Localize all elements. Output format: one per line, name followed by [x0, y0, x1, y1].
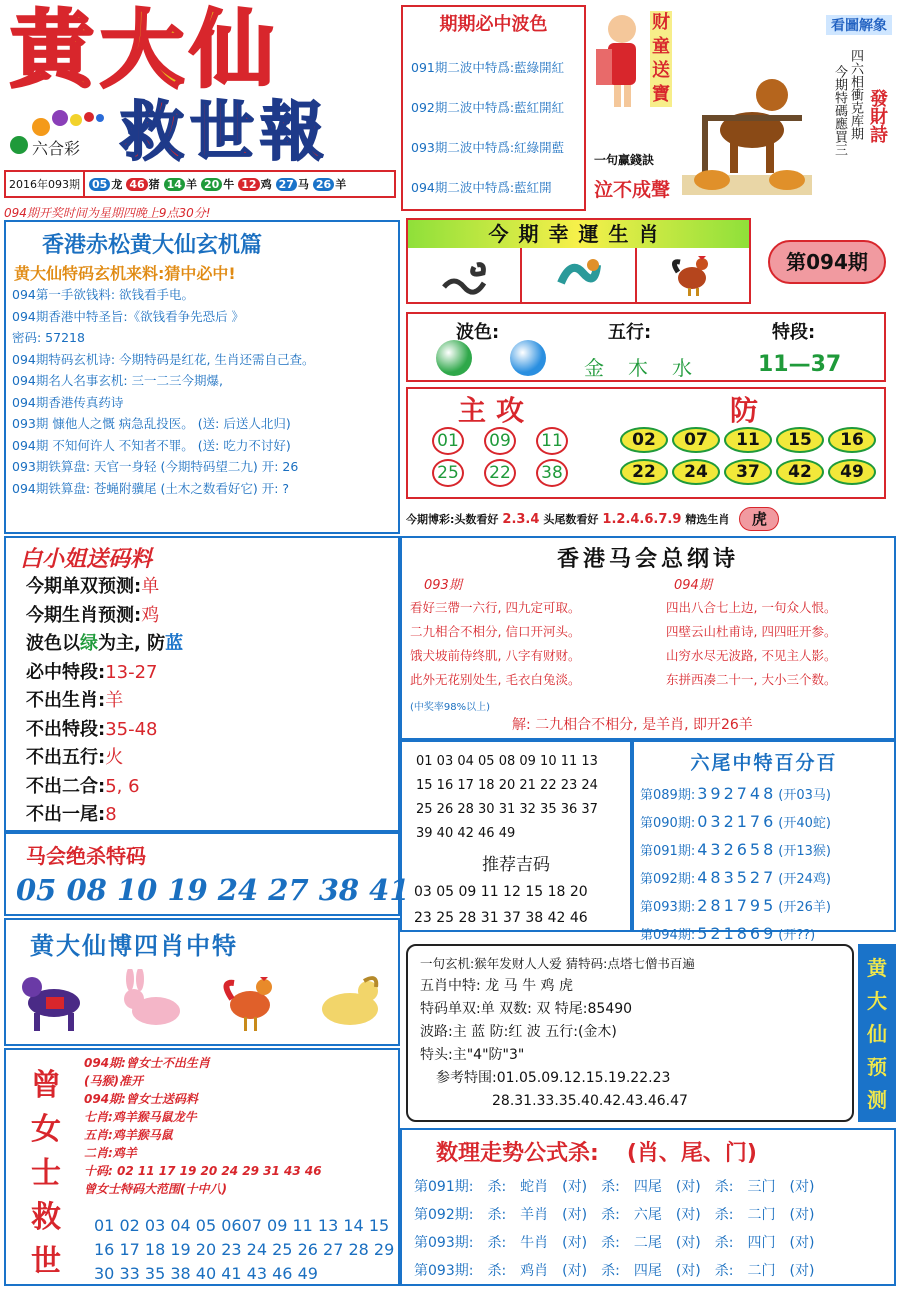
- mystic-title: 香港赤松黄大仙玄机篇: [42, 233, 263, 258]
- result-item: [126, 176, 159, 192]
- formula-cell: 四尾: [633, 1179, 662, 1195]
- poem-solution: 解: 二九相合不相分, 是羊肖, 即开26羊: [512, 717, 753, 733]
- six-title: 六尾中特百分百: [690, 752, 838, 774]
- main-number: 01: [432, 427, 464, 455]
- formula-cell: 第093期:: [414, 1263, 474, 1279]
- wave-lines: [403, 58, 584, 196]
- result-number: 14: [164, 178, 185, 191]
- dot-blue: [96, 114, 104, 122]
- formula-cell: 第093期:: [414, 1235, 474, 1251]
- formula-title2: (肖、尾、门): [626, 1141, 757, 1166]
- six-digits: 483527: [697, 868, 777, 887]
- poem-image-title: 看圖解象: [826, 15, 892, 35]
- formula-cell: 三门: [747, 1179, 776, 1195]
- kill-numbers: 05 08 10 19 24 27 38 41: [16, 873, 410, 907]
- predict-line: 一句玄机:猴年发财人人爱 猜特码:点塔七僧书百遍: [420, 956, 695, 971]
- wave-line: 094期二波中特爲:藍紅開: [411, 180, 552, 195]
- draw-notice: 094期开奖时间为星期四晚上9点30分!: [4, 206, 211, 220]
- poem-box: [400, 536, 896, 740]
- result-item: [313, 176, 346, 192]
- main-number: 38: [536, 459, 568, 487]
- dot-yellow: [70, 114, 82, 126]
- zeng-vertical: [26, 1064, 66, 1284]
- girl-item-label: 波色以: [26, 633, 80, 654]
- wave-line: 091期二波中特爲:藍綠開紅: [411, 60, 565, 75]
- grid-line: 15 16 17 18 20 21 22 23 24: [416, 778, 598, 793]
- six-open: (开??): [778, 928, 816, 943]
- formula-cell: 杀:: [714, 1179, 734, 1195]
- formula-row: [414, 1257, 894, 1285]
- bocai-text2: 头尾数看好: [543, 513, 599, 526]
- color-dots: [32, 106, 112, 136]
- girl-item-rest: 为主, 防: [98, 633, 166, 654]
- zeng-line: 094期:曾女士送码料: [84, 1092, 198, 1106]
- zeng-char: 女: [31, 1112, 61, 1147]
- element-item: 木: [628, 356, 648, 380]
- main-number: 09: [484, 427, 516, 455]
- formula-cell: 杀:: [487, 1235, 507, 1251]
- element-label: 五行:: [608, 322, 652, 343]
- defend-number: 49: [828, 459, 876, 485]
- girl-item-label: 不出生肖:: [26, 690, 106, 711]
- poem-left-line: 饿犬坡前侍终肌, 八字有财财。: [410, 648, 581, 663]
- predict-side-char: 测: [867, 1088, 887, 1112]
- result-item: [201, 176, 234, 192]
- lucky-title: 今期幸運生肖: [408, 220, 749, 248]
- result-number: 05: [89, 178, 110, 191]
- poem-right-line: 山穷水尽无波路, 不见主人影。: [666, 648, 837, 663]
- formula-cell: (对): [675, 1235, 701, 1251]
- mystic-line: 密码: 57218: [12, 330, 85, 345]
- goat-icon: [312, 969, 386, 1039]
- bocai-text1: 今期博彩:头数看好: [406, 513, 499, 526]
- formula-cell: 杀:: [714, 1235, 734, 1251]
- defend-number: 11: [724, 427, 772, 453]
- formula-cell: 杀:: [601, 1235, 620, 1251]
- predict-side-char: 黄: [867, 956, 887, 980]
- zeng-line: 五肖:鸡羊猴马鼠: [84, 1128, 173, 1142]
- wave-ball: [436, 340, 472, 376]
- formula-cell: 第091期:: [414, 1179, 474, 1195]
- six-issue: 第093期:: [640, 900, 696, 915]
- formula-cell: 杀:: [487, 1207, 507, 1223]
- defend-number: 24: [672, 459, 720, 485]
- result-list: [85, 176, 346, 192]
- formula-cell: (对): [675, 1263, 701, 1279]
- bocai-text3: 精选生肖: [685, 513, 730, 526]
- zeng-range-line: 01 02 03 04 05 0607 09 11 13 14 15: [94, 1216, 390, 1235]
- formula-cell: 杀:: [714, 1263, 734, 1279]
- poem-right-line: 四出八合七上边, 一句众人恨。: [666, 600, 837, 615]
- bocai-line: [406, 506, 896, 532]
- poem-title: 香港马会总纲诗: [556, 547, 739, 572]
- lucky-box: [406, 218, 751, 304]
- poem-col-1: 四六相衝克库期: [848, 49, 863, 140]
- six-box: [632, 740, 896, 943]
- rabbit-icon: [116, 969, 190, 1039]
- zeng-lines: [84, 1054, 322, 1198]
- girl-item-value: 火: [105, 747, 124, 768]
- six-digits: 521869: [697, 924, 777, 943]
- result-item: [276, 176, 309, 192]
- result-zodiac: 羊: [185, 178, 197, 191]
- wave-color-balls: [436, 340, 546, 376]
- girl-item-label: 不出五行:: [26, 747, 106, 768]
- predict-line: 波路:主 蓝 防:红 波 五行:(金木): [420, 1024, 617, 1040]
- girl-item-label: 必中特段:: [26, 661, 106, 683]
- defend-number: 37: [724, 459, 772, 485]
- defend-number: 42: [776, 459, 824, 485]
- predict-line: 五肖中特: 龙 马 牛 鸡 虎: [420, 978, 573, 994]
- result-number: 46: [126, 178, 147, 191]
- element-item: 金: [584, 356, 604, 380]
- formula-cell: 杀:: [714, 1207, 734, 1223]
- mystic-line: 094期 不知何许人 不知者不罪。 (送: 吃力不讨好): [12, 437, 291, 453]
- grid-label: 推荐吉码: [482, 855, 550, 875]
- predict-side-char: 仙: [867, 1022, 887, 1046]
- grid-lucky-line: 23 25 28 31 37 38 42 46: [414, 910, 588, 926]
- defend-number: 15: [776, 427, 824, 453]
- wealth-box: [590, 5, 675, 205]
- poem-note: (中奖率98%以上): [410, 702, 491, 713]
- six-issue: 第089期:: [640, 788, 696, 803]
- zeng-line: 曾女士特码大范围(十中八): [84, 1182, 227, 1196]
- six-row: [640, 893, 894, 921]
- mystic-line: 094期名人名事玄机: 三一二三今期爆,: [12, 373, 224, 388]
- six-row: [640, 781, 894, 809]
- six-issue: 第094期:: [640, 928, 696, 943]
- girl-item-value: 蓝: [165, 633, 184, 654]
- formula-cell: (对): [562, 1235, 588, 1251]
- formula-cell: (对): [789, 1179, 815, 1195]
- grid-line: 39 40 42 46 49: [416, 826, 516, 841]
- girl-item-mid: 绿: [80, 633, 98, 654]
- formula-cell: (对): [675, 1207, 701, 1223]
- result-zodiac: 龙: [111, 178, 123, 191]
- six-open: (开40蛇): [778, 816, 831, 831]
- zeng-char: 曾: [31, 1068, 61, 1103]
- dot-orange: [32, 118, 50, 136]
- formula-header: [436, 1136, 894, 1167]
- six-digits: 432658: [697, 840, 777, 859]
- six-digits: 392748: [697, 784, 777, 803]
- issue-label: 2016年093期: [6, 172, 85, 196]
- wave-line: 092期二波中特爲:藍紅開紅: [411, 100, 565, 115]
- formula-cell: (对): [562, 1179, 588, 1195]
- formula-cell: 鸡肖: [520, 1263, 549, 1279]
- formula-cell: 第092期:: [414, 1207, 474, 1223]
- zeng-range-line: 30 33 35 38 40 41 43 46 49: [94, 1264, 318, 1283]
- formula-row: [414, 1173, 894, 1201]
- title-top: 黄大仙: [10, 0, 281, 99]
- poem-right-line: 四壁云山杜甫诗, 四四旺开参。: [666, 624, 837, 639]
- six-open: (开03马): [778, 788, 831, 803]
- main-number: 22: [484, 459, 516, 487]
- zeng-char: 士: [31, 1156, 61, 1191]
- segment-value: 11—37: [758, 352, 842, 377]
- formula-cell: (对): [562, 1207, 588, 1223]
- zeng-line: 十码: 02 11 17 19 20 24 29 31 43 46: [84, 1164, 322, 1178]
- formula-cell: 牛肖: [520, 1235, 549, 1251]
- wealth-phrase-small: 一句赢錢訣: [594, 153, 655, 167]
- result-zodiac: 牛: [223, 178, 235, 191]
- formula-cell: 杀:: [487, 1179, 507, 1195]
- predict-lines: [420, 952, 852, 1113]
- six-digits: 281795: [697, 896, 777, 915]
- result-item: [89, 176, 122, 192]
- poem-right-issue: 094期: [674, 578, 712, 593]
- zeng-range: [94, 1214, 394, 1286]
- wealth-vertical: 财童送寶: [652, 12, 670, 105]
- zeng-line: (马猴)准开: [84, 1074, 143, 1088]
- grid-lines: [416, 750, 630, 846]
- six-row: [640, 809, 894, 837]
- girl-item: [26, 773, 398, 802]
- six-open: (开26羊): [778, 900, 831, 915]
- result-bar: [4, 170, 396, 198]
- boy-icon: [594, 9, 650, 119]
- mystic-lines: [12, 284, 398, 499]
- formula-cell: 二尾: [633, 1235, 662, 1251]
- dragon-icon: [522, 248, 636, 302]
- snake-icon: [408, 248, 522, 302]
- formula-cell: (对): [789, 1263, 815, 1279]
- result-item: [164, 176, 197, 192]
- six-row: [640, 865, 894, 893]
- formula-cell: 二门: [747, 1263, 776, 1279]
- mystic-line: 094期铁算盘: 苍蝇附骥尾 (土木之数看好它) 开: ?: [12, 480, 290, 496]
- poem-left-line: 二九相合不相分, 信口开河头。: [410, 624, 581, 639]
- main-number: 11: [536, 427, 568, 455]
- segment-label: 特段:: [772, 322, 816, 343]
- formula-cell: 杀:: [601, 1263, 620, 1279]
- main-label: 主攻: [458, 394, 535, 427]
- girl-title: 白小姐送码料: [20, 547, 153, 572]
- zeng-char: 救: [31, 1200, 61, 1235]
- formula-cell: 杀:: [487, 1263, 507, 1279]
- predict-box: [406, 944, 854, 1122]
- result-number: 27: [276, 178, 297, 191]
- poem-right-lines: [666, 596, 836, 692]
- mystic-box: [4, 220, 400, 534]
- wave-box: [401, 5, 586, 211]
- kill-title: 马会绝杀特码: [26, 844, 146, 868]
- dot-purple: [52, 110, 68, 126]
- formula-title: 数理走势公式杀:: [436, 1141, 599, 1166]
- poem-right-line: 东拼西凑二十一, 大小三个数。: [666, 672, 837, 687]
- formula-cell: 四尾: [633, 1263, 662, 1279]
- girl-item: [26, 744, 398, 773]
- predict-line: 28.31.33.35.40.42.43.46.47: [492, 1093, 688, 1109]
- formula-cell: (对): [675, 1179, 701, 1195]
- mystic-line: 094第一手欲钱料: 欲钱看手电。: [12, 287, 195, 302]
- zeng-range-line: 16 17 18 19 20 23 24 25 26 27 28 29: [94, 1240, 395, 1259]
- rooster-icon: [637, 248, 749, 302]
- green-dot: [10, 136, 28, 154]
- bocai-zodiac: 虎: [739, 507, 779, 531]
- girl-item-label: 不出二合:: [26, 775, 106, 797]
- zeng-line: 二肖:鸡羊: [84, 1146, 137, 1160]
- wave-ball: [510, 340, 546, 376]
- grid-box: [400, 740, 632, 932]
- defend-number: 07: [672, 427, 720, 453]
- result-item: [238, 176, 271, 192]
- predict-line: 特码单双:单 双数: 双 特尾:85490: [420, 1001, 633, 1017]
- six-issue: 第091期:: [640, 844, 696, 859]
- girl-item-label: 今期单双预测:: [26, 576, 142, 597]
- formula-cell: 蛇肖: [520, 1179, 549, 1195]
- girl-item-value: 8: [105, 804, 117, 825]
- result-number: 26: [313, 178, 334, 191]
- formula-cell: 杀:: [601, 1179, 620, 1195]
- bocai-heads: 2.3.4: [502, 511, 540, 527]
- girl-item-value: 13-27: [105, 661, 158, 683]
- defend-numbers: [620, 427, 882, 485]
- formula-cell: 六尾: [633, 1207, 662, 1223]
- girl-item-label: 不出一尾:: [26, 804, 106, 825]
- girl-item-label: 不出特段:: [26, 718, 106, 740]
- four-icons: [6, 969, 398, 1039]
- formula-cell: (对): [562, 1263, 588, 1279]
- dog-icon: [682, 55, 812, 195]
- defend-number: 16: [828, 427, 876, 453]
- dot-red: [84, 112, 94, 122]
- mystic-line: 093期铁算盘: 天官一身轻 (今期特码望二九) 开: 26: [12, 459, 299, 474]
- defend-label: 防: [730, 394, 759, 427]
- girl-item: [26, 716, 398, 745]
- girl-item-value: 35-48: [105, 718, 158, 740]
- defend-number: 22: [620, 459, 668, 485]
- predict-line: 参考特围:01.05.09.12.15.19.22.23: [436, 1070, 671, 1086]
- result-number: 20: [201, 178, 222, 191]
- main-number: 25: [432, 459, 464, 487]
- lucky-issue-badge: 第094期: [768, 240, 886, 284]
- mystic-line: 094期香港中特圣旨:《欲钱看争先恐后 》: [12, 308, 245, 324]
- girl-item: [26, 602, 398, 631]
- six-open: (开24鸡): [778, 872, 831, 887]
- rooster-icon: [214, 969, 288, 1039]
- formula-row: [414, 1201, 894, 1229]
- mystic-line: 093期 慷他人之慨 病急乱投医。 (送: 后送人北归): [12, 416, 291, 431]
- girl-item: [26, 801, 398, 830]
- zeng-char: 世: [31, 1244, 61, 1279]
- attack-box: [406, 387, 886, 499]
- six-issue: 第090期:: [640, 816, 696, 831]
- zeng-line: 094期:曾女士不出生肖: [84, 1056, 210, 1070]
- four-title: 黄大仙博四肖中特: [30, 932, 238, 960]
- liuhecai-label: 六合彩: [32, 139, 81, 158]
- six-rows: [640, 781, 894, 949]
- kill-box: [4, 832, 410, 916]
- predict-line: 特头:主"4"防"3": [420, 1047, 525, 1063]
- girl-box: [4, 536, 400, 832]
- formula-row: [414, 1229, 894, 1257]
- mystic-line: 094期特码玄机诗: 今期特码是红花, 生肖还需自己查。: [12, 351, 315, 367]
- six-open: (开13猴): [778, 844, 831, 859]
- girl-item: [26, 659, 398, 688]
- wave-label: 波色:: [456, 322, 500, 343]
- six-digits: 032176: [697, 812, 777, 831]
- six-row: [640, 837, 894, 865]
- girl-item-value: 5, 6: [105, 775, 140, 797]
- wealth-phrase-big: 泣不成聲: [594, 179, 671, 201]
- result-zodiac: 羊: [335, 178, 347, 191]
- formula-box: [400, 1128, 896, 1286]
- six-issue: 第092期:: [640, 872, 696, 887]
- poem-col-2: 今期特碼應買三: [832, 65, 847, 156]
- girl-item-value: 羊: [105, 690, 124, 711]
- poem-left-line: 看好三帶一六行, 四九定可取。: [410, 600, 581, 615]
- masthead: [2, 2, 397, 200]
- title-bottom: 救世報: [120, 95, 330, 170]
- grid-lucky-lines: [414, 879, 630, 931]
- lucky-icons: [408, 248, 749, 302]
- girl-item-label: 今期生肖预测:: [26, 604, 142, 626]
- mystic-subtitle: 黄大仙特码玄机来料:猜中必中!: [14, 264, 236, 283]
- formula-cell: 羊肖: [520, 1207, 549, 1223]
- predict-side: [858, 944, 896, 1122]
- girl-item: [26, 630, 398, 659]
- defend-number: 02: [620, 427, 668, 453]
- four-box: [4, 918, 400, 1046]
- formula-rows: [414, 1173, 894, 1285]
- formula-cell: 四门: [747, 1235, 776, 1251]
- horse-icon: [18, 969, 92, 1039]
- predict-side-char: 预: [867, 1055, 887, 1079]
- grid-lucky-line: 03 05 09 11 12 15 18 20: [414, 884, 588, 900]
- zeng-box: [4, 1048, 400, 1286]
- girl-item: [26, 687, 398, 716]
- girl-item-value: 单: [141, 576, 160, 597]
- element-item: 水: [672, 356, 692, 380]
- girl-items: [26, 573, 398, 830]
- mystic-line: 094期香港传真药诗: [12, 394, 124, 410]
- result-zodiac: 马: [297, 178, 309, 191]
- result-zodiac: 鸡: [260, 178, 272, 191]
- formula-cell: 杀:: [601, 1207, 620, 1223]
- main-numbers: [432, 427, 582, 487]
- girl-item: [26, 573, 398, 602]
- poem-label: 發財詩: [867, 89, 888, 143]
- wave-title: 期期必中波色: [439, 14, 548, 35]
- poem-left-line: 此外无花别处生, 毛衣白兔淡。: [410, 672, 581, 687]
- grid-line: 01 03 04 05 08 09 10 11 13: [416, 754, 598, 769]
- bocai-tails: 1.2.4.6.7.9: [602, 511, 682, 527]
- attr-box: [406, 312, 886, 382]
- formula-cell: (对): [789, 1235, 815, 1251]
- poem-left-issue: 093期: [424, 578, 462, 593]
- formula-cell: (对): [789, 1207, 815, 1223]
- formula-cell: 二门: [747, 1207, 776, 1223]
- grid-line: 25 26 28 30 31 32 35 36 37: [416, 802, 598, 817]
- girl-item-value: 鸡: [141, 604, 160, 626]
- poem-image-box: [678, 5, 896, 205]
- result-number: 12: [238, 178, 259, 191]
- element-list: [584, 352, 692, 381]
- wave-line: 093期二波中特爲:紅綠開藍: [411, 140, 565, 155]
- poem-left-lines: [410, 596, 580, 692]
- predict-side-char: 大: [867, 989, 887, 1013]
- zeng-line: 七肖:鸡羊猴马鼠龙牛: [84, 1110, 197, 1124]
- result-zodiac: 猪: [148, 178, 160, 191]
